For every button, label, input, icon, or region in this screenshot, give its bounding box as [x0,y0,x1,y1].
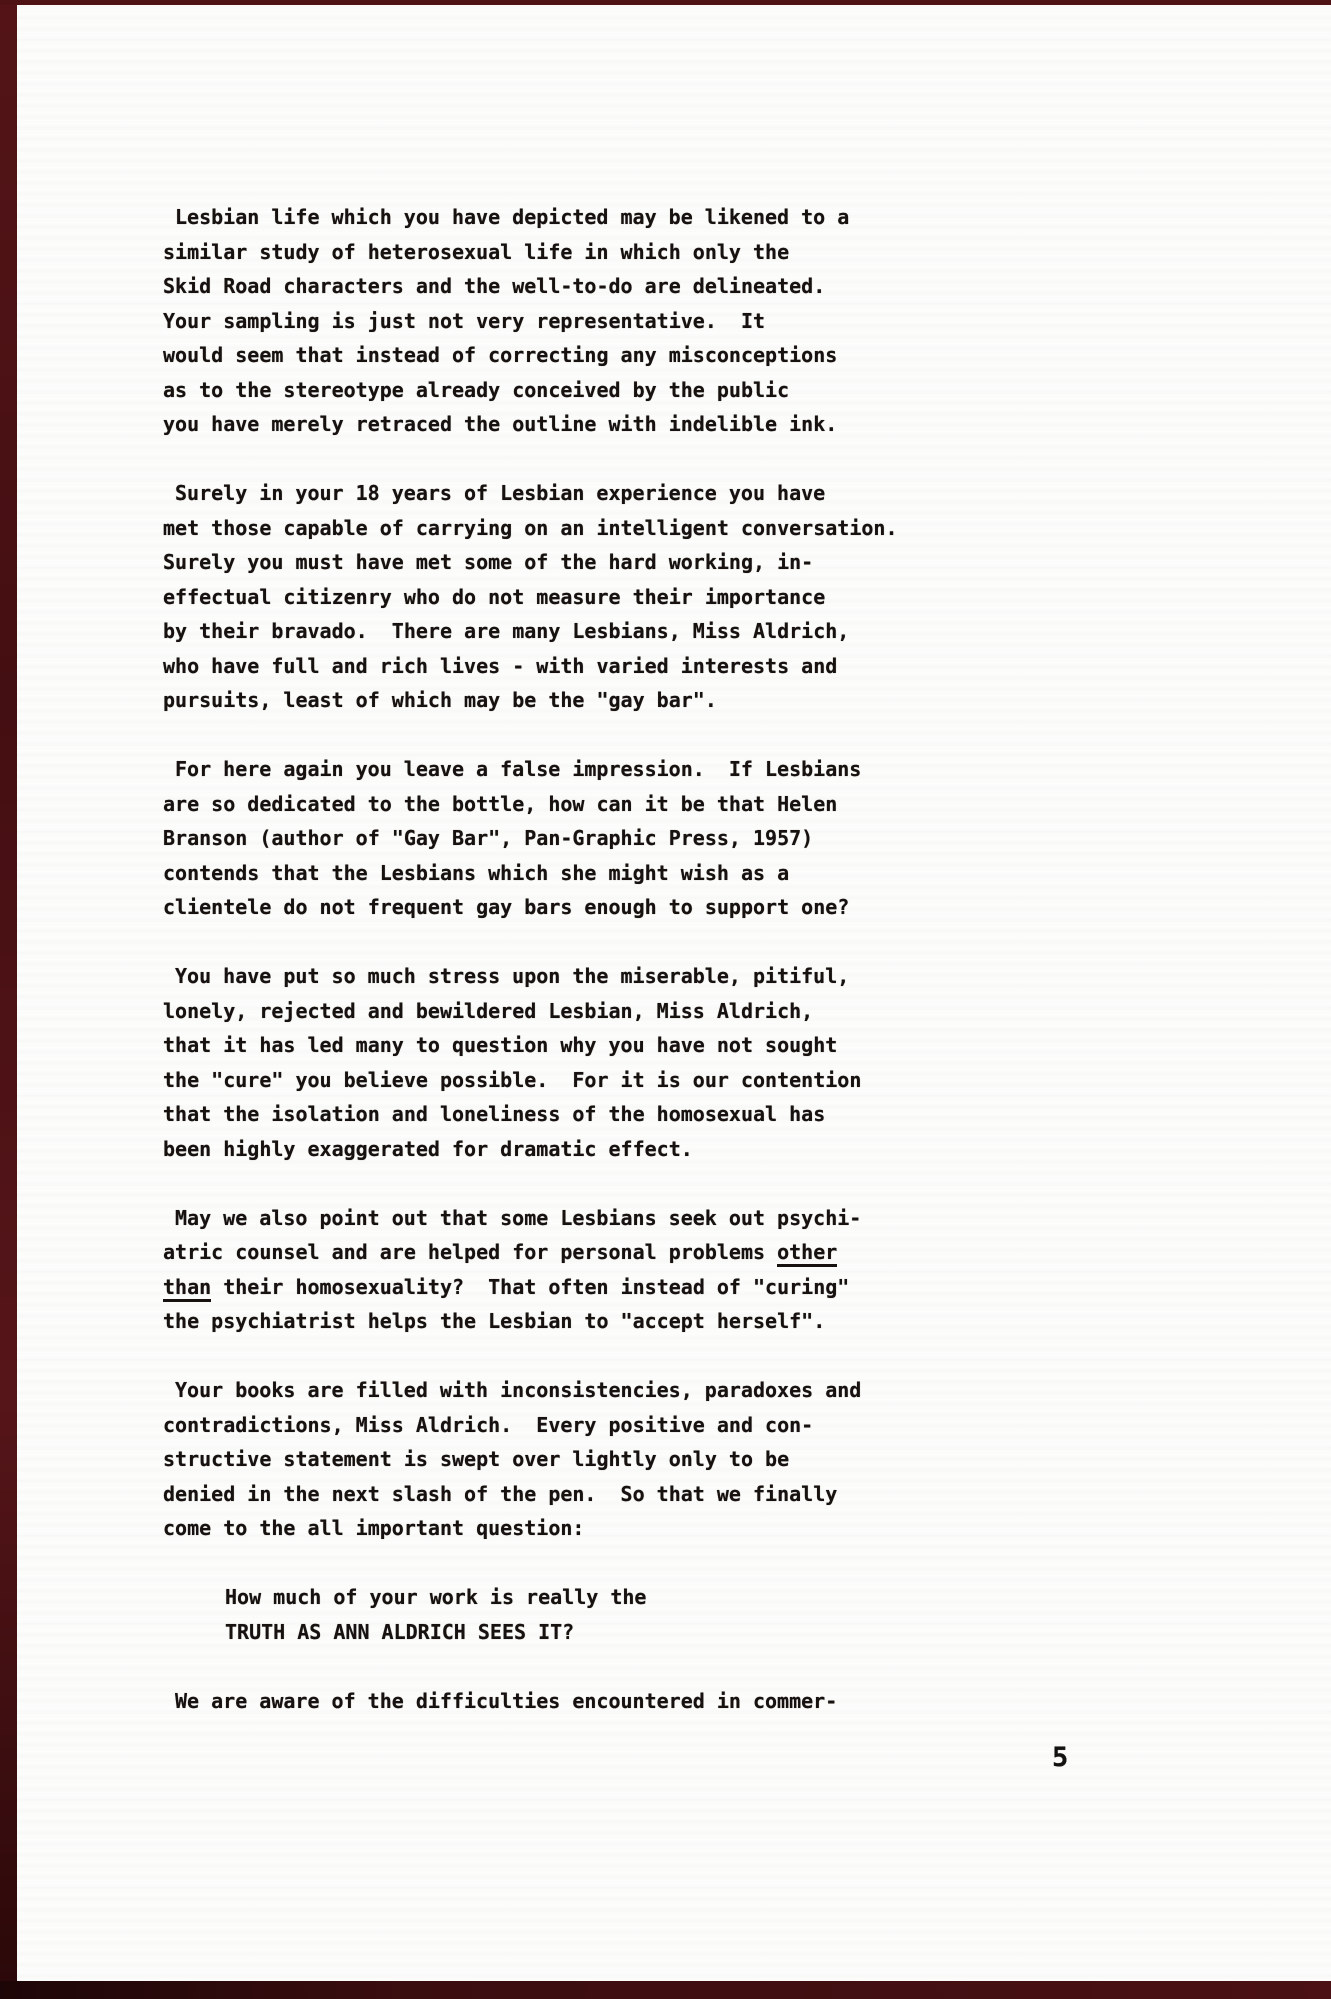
text-segment: Branson (author of "Gay Bar", Pan-Graphic Press, 1957) [163,826,814,850]
text-line [163,1063,1193,1098]
paragraph-7 [163,1684,1193,1719]
text-segment: TRUTH AS ANN ALDRICH SEES IT? [225,1619,575,1644]
text-line [163,1097,1193,1132]
text-segment: contradictions, Miss Aldrich. Every positive and con- [163,1412,814,1437]
text-segment: would seem that instead of correcting any misconceptions [163,343,838,367]
paragraph-2 [163,476,1193,718]
text-segment: the "cure" you believe possible. For it is our contention [163,1067,862,1092]
underlined-text: than [163,1275,211,1302]
text-line [163,304,1193,339]
text-line [163,200,1193,235]
text-line [163,1132,1193,1167]
text-segment: Your books are filled with inconsistencies, paradoxes and [175,1378,862,1402]
text-segment: met those capable of carrying on an intelligent conversation. [163,515,898,540]
typewritten-text-block [163,200,1193,1718]
text-line [163,787,1193,822]
text-line [163,856,1193,891]
text-line [163,1235,1193,1270]
text-line [163,614,1193,649]
text-segment: that the isolation and loneliness of the homosexual has [163,1102,826,1126]
text-line [163,1511,1193,1546]
text-line [163,1028,1193,1063]
text-segment: who have full and rich lives - with varied interests and [163,653,838,678]
text-line [163,1408,1193,1443]
text-line [225,1580,1193,1615]
page-number: 5 [1052,1742,1069,1773]
text-segment: atric counsel and are helped for personal problems [163,1240,778,1264]
scan-edge-top [0,0,1331,5]
text-segment: structive statement is swept over lightly only to be [163,1447,790,1471]
text-line [163,407,1193,442]
text-segment: effectual citizenry who do not measure their importance [163,584,826,609]
text-segment: pursuits, least of which may be the "gay bar". [163,688,717,712]
text-segment: clientele do not frequent gay bars enough to support one? [163,895,850,919]
text-line [163,821,1193,856]
text-line [163,1477,1193,1512]
scan-edge-left [0,0,17,1999]
text-segment: the psychiatrist helps the Lesbian to "accept herself". [163,1309,826,1333]
underlined-text: other [777,1240,837,1267]
text-line [163,649,1193,684]
text-line [163,476,1193,511]
text-line [163,511,1193,546]
text-segment: May we also point out that some Lesbians seek out psychi- [175,1205,862,1230]
scan-edge-bottom [0,1981,1331,1999]
paragraph-1 [163,200,1193,442]
text-segment: been highly exaggerated for dramatic effect. [163,1136,693,1161]
text-line [163,959,1193,994]
text-segment: by their bravado. There are many Lesbians, Miss Aldrich, [163,619,850,643]
text-segment: Your sampling is just not very representative. It [163,308,766,333]
text-line [163,1201,1193,1236]
paragraph-4 [163,959,1193,1166]
text-segment: For here again you leave a false impression. If Lesbians [175,757,862,781]
text-segment: are so dedicated to the bottle, how can it be that Helen [163,791,838,816]
text-line [225,1615,1193,1650]
text-line [163,994,1193,1029]
text-segment: You have put so much stress upon the miserable, pitiful, [175,964,850,988]
text-line [163,545,1193,580]
paragraph-6 [163,1373,1193,1546]
text-segment: that it has led many to question why you have not sought [163,1033,838,1057]
text-line [163,235,1193,270]
text-segment: as to the stereotype already conceived by the public [163,377,790,402]
text-segment: denied in the next slash of the pen. So that we finally [163,1481,838,1506]
text-segment: We are aware of the difficulties encountered in commer- [175,1688,838,1713]
text-line [163,1373,1193,1408]
text-segment: Surely in your 18 years of Lesbian experience you have [175,481,826,505]
text-segment: their homosexuality? That often instead of "curing" [211,1274,850,1299]
text-segment: lonely, rejected and bewildered Lesbian, Miss Aldrich, [163,998,814,1023]
text-line [163,580,1193,615]
text-segment: similar study of heterosexual life in which only the [163,239,790,264]
text-line [163,890,1193,925]
text-line [163,752,1193,787]
text-segment: Skid Road characters and the well-to-do are delineated. [163,274,826,298]
text-line [163,1304,1193,1339]
text-segment: Lesbian life which you have depicted may be likened to a [175,205,850,229]
text-segment: contends that the Lesbians which she might wish as a [163,860,790,885]
text-line [163,373,1193,408]
text-line [163,1684,1193,1719]
paragraph-quote [225,1580,1193,1649]
text-line [163,338,1193,373]
text-line [163,269,1193,304]
paragraph-3 [163,752,1193,925]
text-segment: come to the all important question: [163,1516,585,1540]
text-segment: Surely you must have met some of the hard working, in- [163,550,814,574]
text-segment: How much of your work is really the [225,1585,647,1609]
text-line [163,683,1193,718]
text-line [163,1442,1193,1477]
text-segment: you have merely retraced the outline with indelible ink. [163,412,838,436]
text-line [163,1270,1193,1305]
paragraph-5 [163,1201,1193,1339]
